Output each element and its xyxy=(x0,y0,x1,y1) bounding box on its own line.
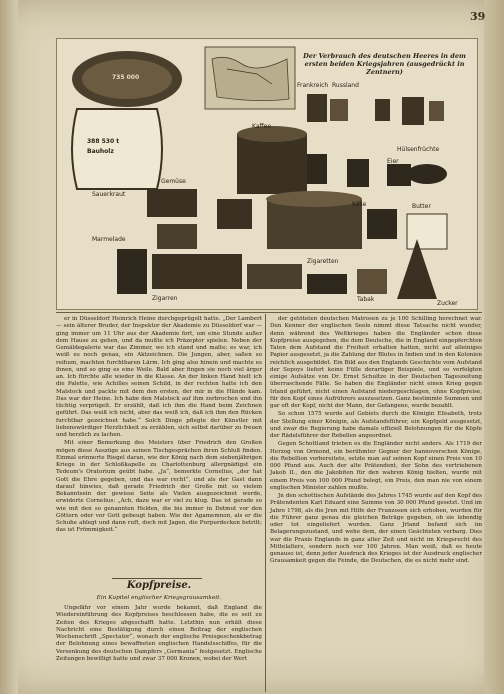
article-body xyxy=(56,605,262,663)
figure-label-tabak: Tabak xyxy=(357,296,375,303)
figure-label-frankreich: Frankreich xyxy=(297,82,329,89)
figure-label-huelsenfruechte: Hülsenfrüchte xyxy=(397,146,440,153)
article-paragraph: Ungefähr vor einem Jahr wurde bekannt, daß England die Wiedereinführung des Kopfpreises beschlossen habe, die es seit zu Zeiten des Krieges abgeschafft hatte. Letzthin nun erhält diese Nachricht eine Bestätigung durch einen Beitrag der englischen Wochenschrift „Spectator“, wonach der englische Preisgeschenkbetrag der Belohnung eines bewaffneten englischen Handelsschiffes, für die Versenkung des deutschen Dampfers „Germania“ festgesetzt. Englische Zeitungen bewilligt hatte und zwar 37 000 Kronen, wobei der Wert xyxy=(56,605,262,662)
left-paragraph-1: er in Düsseldorf Heinrich Heine durchgeprügelt hatte. „Der Lambert — sein älterer Bruder, der Inspektor der Akademie zu Düsseldorf war — ging immer um 11 Uhr aus der Akademie fort, um eine Stunde außer dem Hause zu gehen, und da mußte ich Präzeptor spielen. Neben der Gemäldegalerie war das Zimmer, wo ich stand und malte; es war, ich weiß es noch genau, ein Aktzeichnen. Die Jungen, aber, saßen so reihum, machten furchtbaren Lärm. Ich ging also hinein und machte es ihnen, und so ging es eine Weile. Bald aber fingen sie noch viel ärger an. Ich fürchte alle wieder in die Klasse. An der linken Hand hielt ich die Palette, wie Achilles seinen Schild, in der rechten hatte ich den Malstock und packte mit dem den ersten, der mir in die Hände kam. Das war der Heine. Ich habe den Malstock auf ihm zerbrochen und ihn tüchtig verprügelt. Er erzählt, daß ich ihm die Hand beim Zeichnen geführt. Das weiß ich nicht, aber das weiß ich, daß ich ihm den Rücken furchtbar gezeichnet habe.“ Solch Dinge pflegte der Künstler mit liebenswürdiger Herzlichkeit zu erzählen, sich selbst darüber zu freuen und herzlich zu lachen. xyxy=(56,316,262,438)
large-sack-shape xyxy=(72,109,162,189)
right-column-text xyxy=(270,316,482,567)
figure-label-russland: Russland xyxy=(332,82,359,89)
figure-separator xyxy=(56,312,482,313)
right-paragraph-1: der getöteten deutschen Matrosen zu je 100 Schilling berechnet war. Den Kenner der englischen Seele nimmt diese Tatsache nicht wunder, denn während des Weltkrieges haben die Engländer schon diese Kopfpreise ausgegeben, die dem Deutsche, die in England eingepferchten Taten dem Aufstand die Freiheit erhalten hatten, nicht auf alleiniges Papier ausgesetzt, ja die Zahlung der Blutes in Indien und in den Kolonien reichlich ausgebildet. Ein Bild aus den Englands Geschichte vom Aufstand der Sepoys liefert keine Fülle derartiger Beispiele, und so verfolgten einige Aufsätze von Dr. Ernst Schultze in der Deutschen Tageszeitung überraschende Fälle. So haben die Engländer nicht einen Krieg gegen Irland geführt, nicht einen Aufstand niedergeschlagen, ohne Kopfpreise, für den Kopf eines Aufrührers auszusetzen. Ganz bestimmte Summen und gar oft der Kopf, nicht der Mann, der Gefangene, wurde bezahlt. xyxy=(270,316,482,409)
figure-title: Der Verbrauch des deutschen Heeres in dem ersten beiden Kriegsjahren (ausgedrückt in Zentnern) xyxy=(303,52,466,76)
figure-label-zucker: Zucker xyxy=(437,300,458,307)
figure-label-gemuese: Gemüse xyxy=(161,178,186,185)
figure-label-kaffee: Kaffee xyxy=(252,123,272,130)
page-number: 39 xyxy=(470,10,486,23)
page-edge xyxy=(484,0,504,694)
illustration-figure xyxy=(56,38,478,310)
figure-label-zigaretten: Zigaretten xyxy=(307,258,339,265)
figure-label-marmelade: Marmelade xyxy=(92,236,126,243)
article-subtitle: Ein Kapitel englischer Kriegsgrausamkeit. xyxy=(96,595,222,601)
article-title: Kopfpreise. xyxy=(126,580,192,591)
right-paragraph-4: Jn den schottischen Aufstände des Jahres 1745 wurde auf den Kopf des Prätendenten Karl Eduard eine Summe von 30 000 Pfund gesetzt. Und im Jahre 1798, als die Jren mit Hilfe der Franzosen sich erhoben, wurden für die Führer ganz genau die gleichen Beträge gegeben, ob sie lebendig oder tot eingeliefert wurden. Ganz Jrland befand sich im Belagerungszustand, und wehe dem, der einen Geächteten verbarg. Dies war die Praxis Englands in ganz alter Zeit und nicht im Kriegsrecht des Mittelalters, sondern noch vor 100 Jahren. Man weiß, daß es heute genauso ist, denn jeder Ausdruck des Krieges ist der Ausdruck englischer Grausamkeit gegen die Feinde, die Deutschen, die es nicht mehr sind. xyxy=(270,493,482,565)
figure-label-eier: Eier xyxy=(387,158,399,165)
binding-edge xyxy=(0,0,18,694)
left-paragraph-2: Mit einer Bemerkung des Meisters über Friedrich den Großen mögen diese Auszüge aus seinen Tischgesprächen ihren Schluß finden. Einmal erinnerte Riegel daran, wie der König nach dem siebenjährigen Kriege in der Schloßkapelle zu Charlottenburg allergnädigst ein Tedeum's Oratorium geübt habe. „Ja“, bemerkte Cornelius, „der hat Gott die Ehre gegeben, und das war recht“, und als der Gast dann darauf hinwies, daß gerade Friedrich der Große mit so vielem Bekanntsein der gewisse Seite als Vielen ausgezeichnet werde, erwiderte Cornelius: „Ach, dazu war er viel zu klug. Das ist gerade so wie mit den so genannten Helden, die bis immer in Detmut vor den Göttern oder vor Gott gebeugt haben. Wie der Agamemnon, als er die Schuhe ablegt und dann ruft, doch mit Jagen, die Purpurdecken betritt; das ist Frömmigkeit.“ xyxy=(56,440,262,534)
figure-label-sauerkraut: Sauerkraut xyxy=(92,191,126,198)
figure-label-brot: 735 000 xyxy=(112,74,140,81)
column-divider xyxy=(265,314,266,692)
figure-label-bauholz-value: 388 530 t xyxy=(87,138,120,145)
left-column-text xyxy=(56,316,262,536)
figure-label-butter: Butter xyxy=(412,203,431,210)
right-paragraph-3: Gegen Schottland trieben es die Engländer nicht anders. Als 1719 der Herzog von Ormond, ein berühmter Gegner der hannoverschen Könige, die Rebellion vorbereitete, setzte man auf seinen Kopf einen Preis von 10 000 Pfund aus. Auch der alte Prätendent, der Sohn des vertriebenen Jakob II., den die Jakobiten für den wahren König hielten, wurde mit einem Preis von 100 000 Pfund belegt, ein Preis, den man nie von einem englischen Minister zahlen mußte. xyxy=(270,441,482,491)
figure-label-zigarren: Zigarren xyxy=(152,295,178,302)
right-paragraph-2: So schon 1575 wurde auf Gebiets durch die Königin Elisabeth, trotz der Stellung einer Königin, als Aufstandsführer, ein Kopfgeld ausgesetzt, und zwar die Regierung habe damals offiziell Belohnungen für die Köpfe der Rädelsführer der Rebellen angeordnet. xyxy=(270,411,482,439)
coffee-block-shape xyxy=(237,134,307,194)
figure-label-kaese: Käse xyxy=(352,201,367,208)
figure-label-bauholz: Bauholz xyxy=(87,148,114,155)
article-rule xyxy=(112,578,202,579)
